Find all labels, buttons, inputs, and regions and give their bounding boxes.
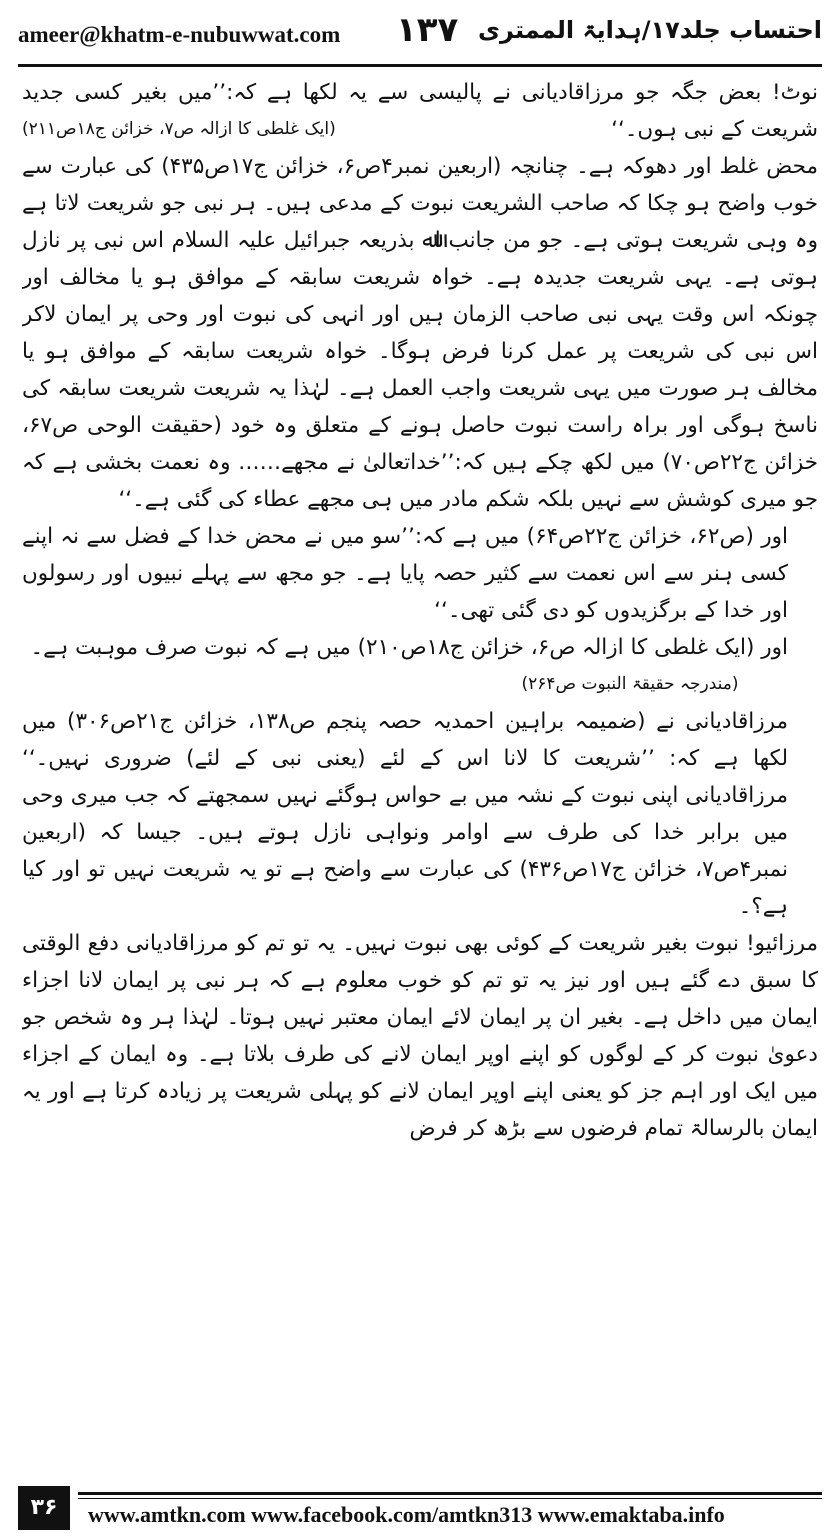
page-footer bbox=[18, 1486, 822, 1534]
paragraph-text: نوٹ! بعض جگہ جو مرزاقادیانی نے پالیسی سے یہ لکھا ہے کہ:’’میں بغیر کسی جدید شریعت کے نبی ہوں۔‘‘ bbox=[22, 80, 818, 142]
reference-citation: (مندرجہ حقیقۃ النبوت ص۲۶۴) bbox=[521, 674, 739, 694]
page-body bbox=[22, 74, 818, 1474]
footer-links: www.amtkn.com www.facebook.com/amtkn313 www.emaktaba.info bbox=[88, 1502, 725, 1527]
page-header bbox=[18, 8, 822, 64]
header-page-number: ۱۳۷ bbox=[396, 10, 459, 50]
paragraph-quote-3: اور (ایک غلطی کا ازالہ ص۶، خزائن ج۱۸ص۲۱۰) میں ہے کہ نبوت صرف موہبت ہے۔ bbox=[30, 635, 788, 660]
paragraph-note bbox=[22, 74, 818, 148]
header-divider bbox=[18, 64, 822, 67]
footer-page-number: ۳۶ bbox=[18, 1486, 70, 1530]
paragraph-refutation: محض غلط اور دھوکہ ہے۔ چنانچہ (اربعین نمبر۴ص۶، خزائن ج۱۷ص۴۳۵) کی عبارت سے خوب واضح ہو چکا کہ صاحب الشریعت نبوت کے مدعی ہیں۔ ہر نبی جو شریعت لاتا ہے وہ وہی شریعت ہوتی ہے۔ جو من جانب اﷲ بذریعہ جبرائیل علیہ السلام اس نبی پر نازل ہوتی ہے۔ یہی شریعت جدیدہ ہے۔ خواہ شریعت سابقہ کے موافق ہو یا مخالف اور چونکہ اس وقت یہی نبی صاحب الزمان ہیں اور انہی کی نبوت اور وحی پر ایمان لاکر اس نبی کی شریعت پر عمل کرنا فرض ہوگا۔ خواہ شریعت سابقہ کے موافق ہو یا مخالف ہر صورت میں یہی شریعت واجب العمل ہے۔ لہٰذا یہ شریعت شریعت سابقہ کی ناسخ ہوگی اور براہ راست نبوت حاصل ہونے کے متعلق وہ خود (حقیقت الوحی ص۶۷، خزائن ج۲۲ص۷۰) میں لکھ چکے ہیں کہ:’’خداتعالیٰ نے مجھے…… وہ نعمت بخشی ہے کہ جو میری کوشش سے نہیں بلکہ شکم مادر میں ہی مجھے عطاء کی گئی ہے۔‘‘ bbox=[22, 154, 818, 512]
paragraph-quote-2: اور (ص۶۲، خزائن ج۲۲ص۶۴) میں ہے کہ:’’سو میں نے محض خدا کے فضل سے نہ اپنے کسی ہنر سے اس نعمت سے کثیر حصہ پایا ہے۔ جو مجھ سے پہلے نبیوں اور رسولوں اور خدا کے برگزیدوں کو دی گئی تھی۔‘‘ bbox=[22, 524, 788, 623]
footer-divider bbox=[78, 1492, 822, 1495]
reference-citation: (ایک غلطی کا ازالہ ص۷، خزائن ج۱۸ص۲۱۱) bbox=[22, 119, 336, 139]
paragraph-address-mirzais: مرزائیو! نبوت بغیر شریعت کے کوئی بھی نبوت نہیں۔ یہ تو تم کو مرزاقادیانی دفع الوقتی کا سبق دے گئے ہیں اور نیز یہ تو تم کو خوب معلوم ہے کہ ہر نبی پر ایمان لانا اجزاء ایمان میں داخل ہے۔ بغیر ان پر ایمان لائے ایمان معتبر نہیں ہوتا۔ لہٰذا ہر وہ شخص جو دعویٰ نبوت کر کے لوگوں کو اپنے اوپر ایمان لانے کی طرف بلاتا ہے۔ وہ ایمان کے اجزاء میں ایک اور اہم جز کو یعنی اپنے اوپر ایمان لانے کو پہلی شریعت پر زیادہ کرتا ہے اور یہ ایمان بالرسالۃ تمام فرضوں سے بڑھ کر فرض bbox=[22, 931, 818, 1141]
paragraph-mirza-claim: مرزاقادیانی نے (ضمیمہ براہین احمدیہ حصہ پنجم ص۱۳۸، خزائن ج۲۱ص۳۰۶) میں لکھا ہے کہ: ’’شریعت کا لانا اس کے لئے (یعنی نبی کے لئے) ضروری نہیں۔‘‘ مرزاقادیانی اپنی نبوت کے نشہ میں بے حواس ہوگئے نہیں سمجھتے کہ جب میری وحی میں برابر خدا کی طرف سے اوامر ونواہی نازل ہوتے ہیں۔ جیسا کہ (اربعین نمبر۴ص۷، خزائن ج۱۷ص۴۳۶) کی عبارت سے واضح ہے تو یہ شریعت نہیں تو اور کیا ہے؟۔ bbox=[22, 709, 789, 919]
header-book-title: احتساب جلد۱۷/ہدایۃ الممتری bbox=[478, 16, 822, 44]
footer-divider-thin bbox=[78, 1498, 822, 1499]
header-email: ameer@khatm-e-nubuwwat.com bbox=[18, 22, 341, 47]
